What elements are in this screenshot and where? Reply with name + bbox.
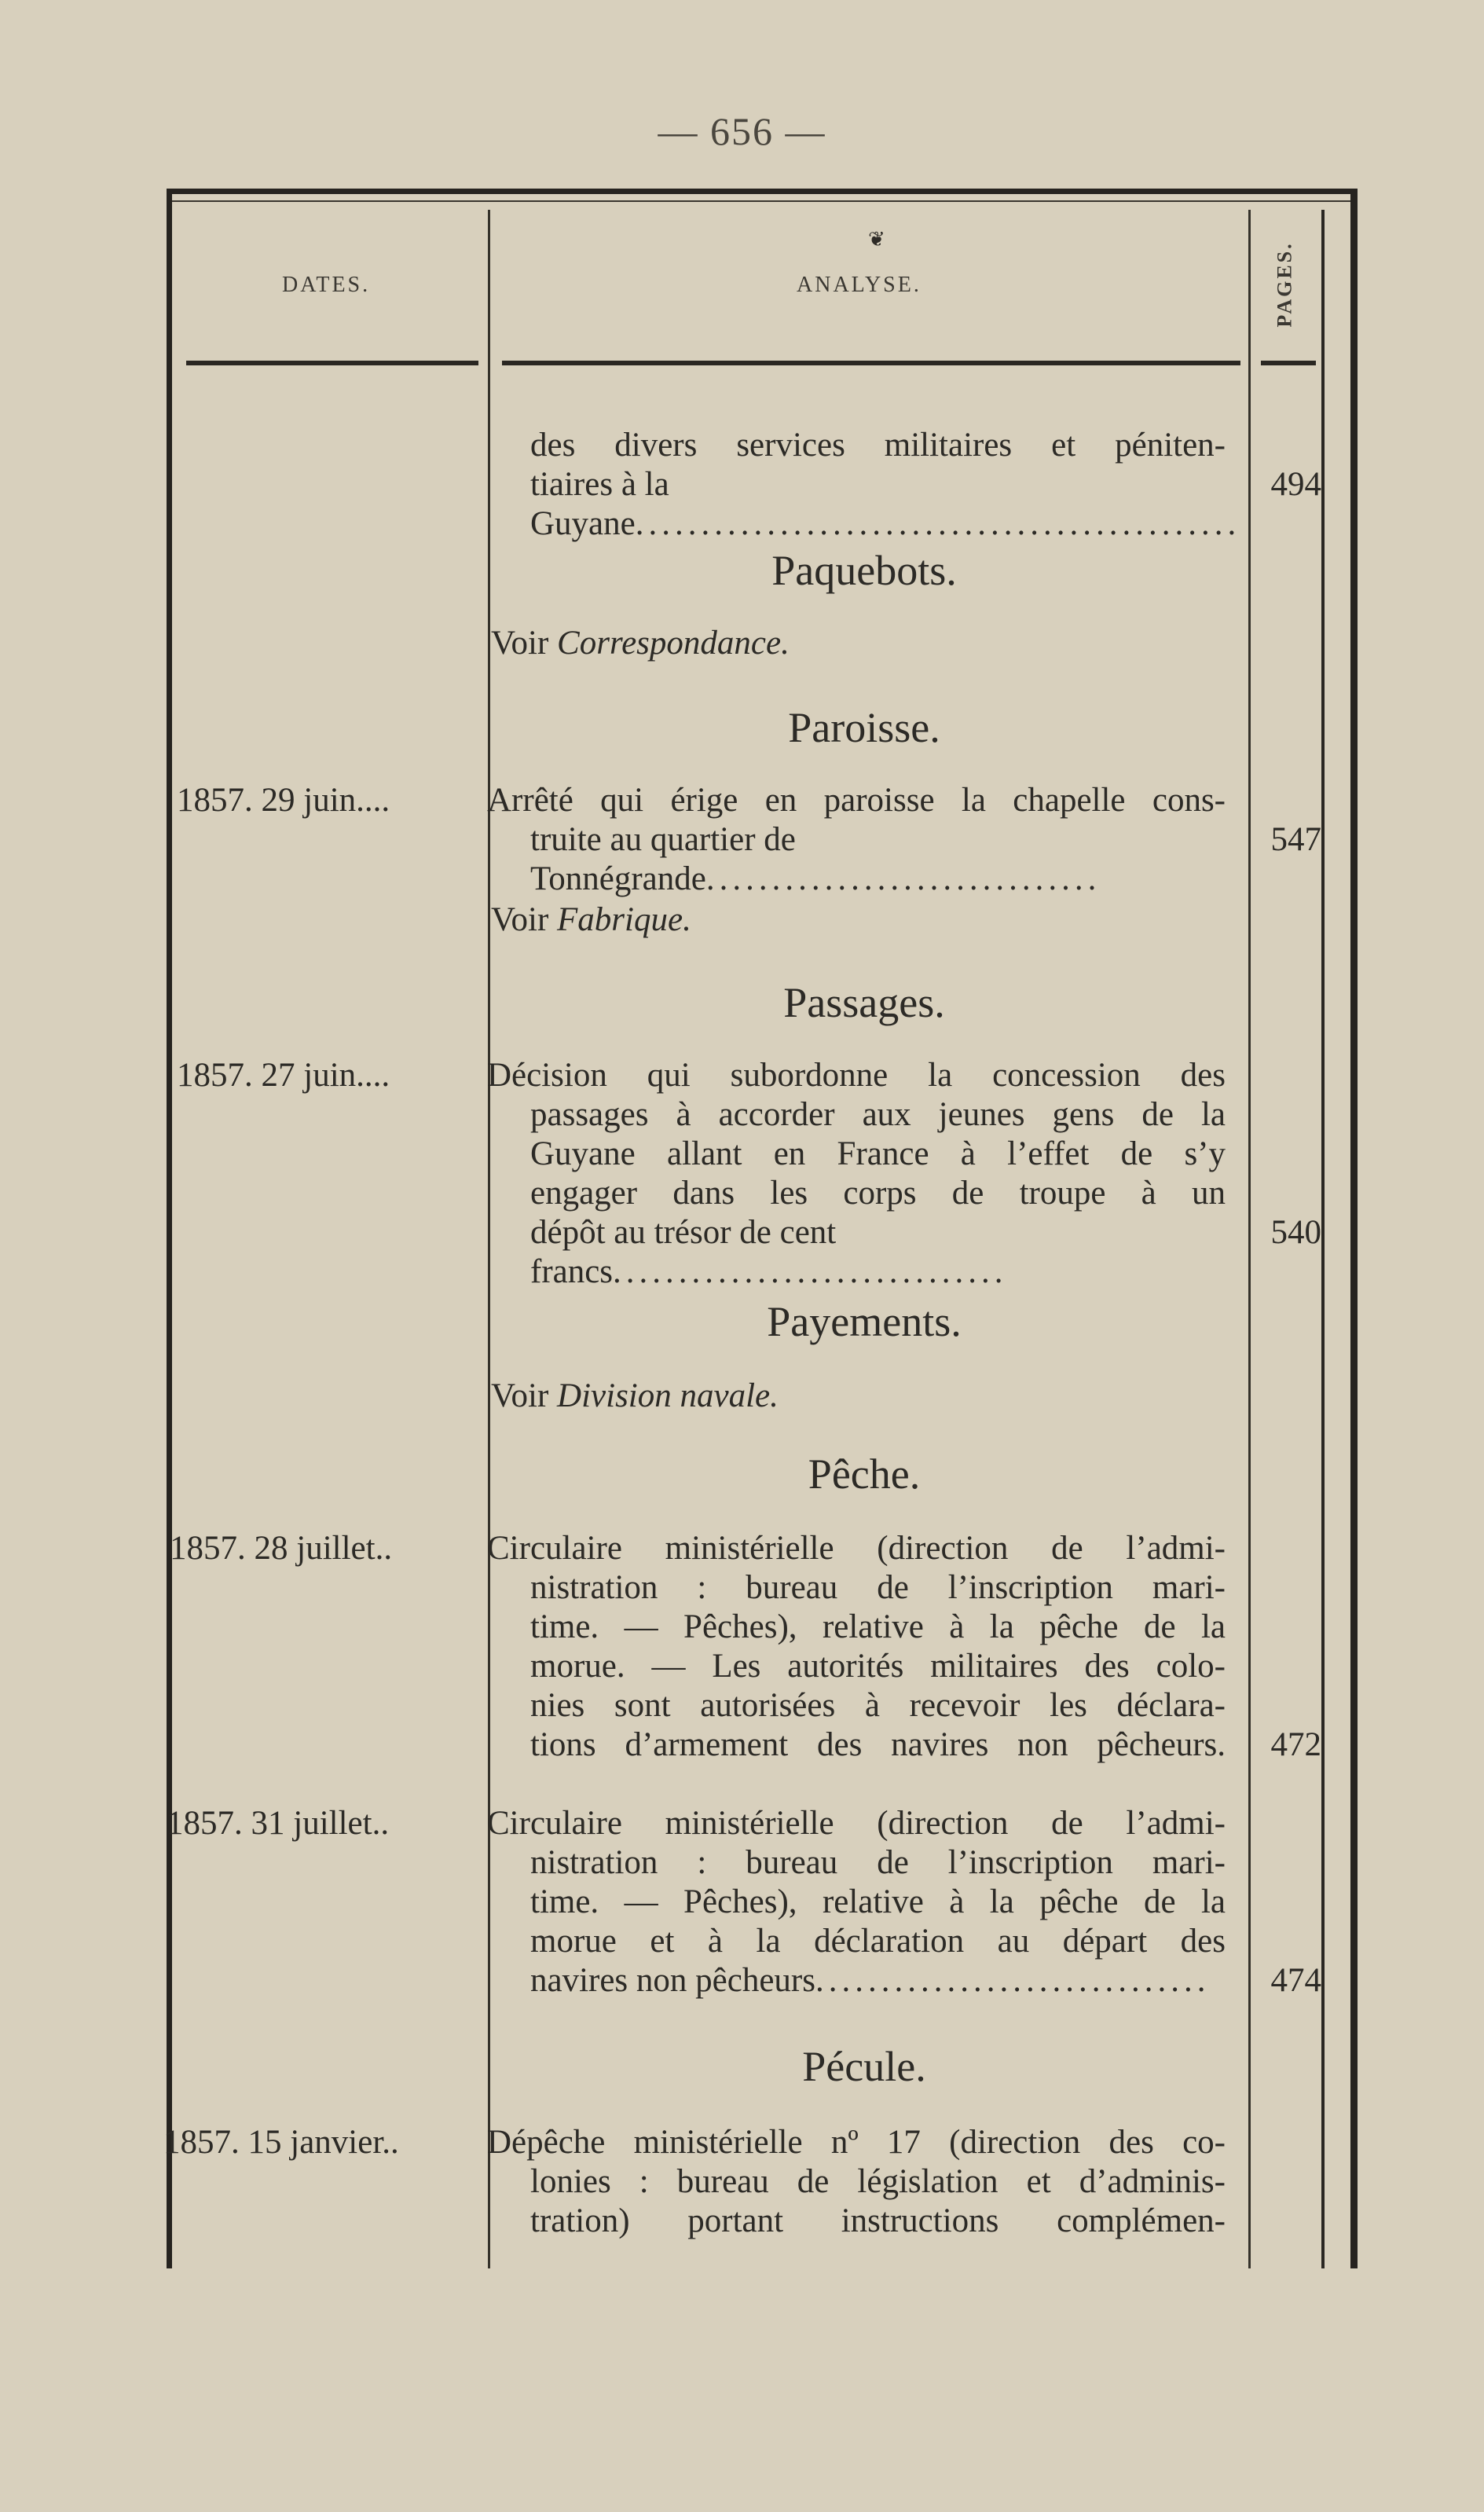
see-also: Voir Correspondance. [491,625,790,662]
entry-date: 1857. 31 juillet.. [167,1805,390,1842]
column-header-pages: PAGES. [1273,241,1297,328]
entry-line: morue et à la déclaration au départ des [530,1923,1226,1960]
entry-line: Circulaire ministérielle (direction de l’admi- [487,1530,1226,1567]
entry-line: tions d’armement des navires non pêcheurs. [530,1726,1226,1763]
page-reference: 472 [1270,1726,1321,1763]
entry-line: Arrêté qui érige en paroisse la chapelle cons- [487,782,1226,819]
page-reference: 540 [1270,1214,1321,1251]
page-number: — 656 — [658,109,826,153]
see-also: Voir Fabrique. [491,901,691,938]
entry-line-last: truite au quartier de Tonnégrande.............................. [530,821,1101,897]
ornament-icon: ❦ [868,228,885,251]
column-header-dates: DATES. [282,273,371,297]
entry-line: time. — Pêches), relative à la pêche de la [530,1883,1226,1920]
entry-line: passages à accorder aux jeunes gens de la [530,1096,1226,1133]
leader-dots: .............................. [815,1962,1211,1999]
entry-line-last: dépôt au trésor de cent francs.............................. [530,1214,1008,1290]
entry-date: 1857. 15 janvier.. [163,2124,399,2161]
see-also-link[interactable]: Correspondance. [557,625,790,662]
page-reference: 547 [1270,821,1321,858]
index-entry [487,1056,1226,1292]
entry-line: Dépêche ministérielle nº 17 (direction des co- [487,2124,1226,2161]
entry-line: nistration : bureau de l’inscription mari- [530,1844,1226,1881]
header-rule-analyse [502,361,1240,365]
entry-line: lonies : bureau de législation et d’adminis- [530,2163,1226,2200]
header-rule-dates [186,361,478,365]
entry-line: engager dans les corps de troupe à un [530,1175,1226,1212]
page-reference: 494 [1270,466,1321,503]
section-title: Payements. [767,1298,962,1345]
index-entry [487,426,1241,544]
header-rule-pages [1261,361,1316,365]
section-title: Paroisse. [788,704,940,751]
entry-line: des divers services militaires et péniten- [530,427,1226,464]
entry-line: nistration : bureau de l’inscription mari- [530,1569,1226,1606]
section-title: Paquebots. [771,547,957,594]
entry-line: morue. — Les autorités militaires des colo- [530,1648,1226,1685]
entry-line: time. — Pêches), relative à la pêche de la [530,1608,1226,1645]
entry-line: tration) portant instructions complémen- [530,2202,1226,2239]
entry-date: 1857. 27 juin.... [177,1057,390,1094]
index-entry [487,1804,1226,2000]
column-divider-analyse [1248,210,1251,2268]
index-entry [487,2123,1226,2241]
see-also: Voir Division navale. [491,1377,779,1414]
section-title: Pécule. [802,2043,926,2090]
entry-line-last: navires non pêcheurs.............................. [530,1962,1211,1999]
page-reference: 474 [1270,1962,1321,1999]
column-divider-pages [1321,210,1325,2268]
entry-line: nies sont autorisées à recevoir les déclara- [530,1687,1226,1724]
leader-dots: .............................. [705,860,1101,897]
entry-date: 1857. 28 juillet.. [170,1530,393,1567]
section-title: Pêche. [808,1450,921,1498]
column-header-analyse: ANALYSE. [797,273,922,297]
entry-date: 1857. 29 juin.... [177,782,390,819]
see-also-link[interactable]: Division navale. [557,1377,779,1414]
index-entry [487,781,1226,899]
entry-line: Décision qui subordonne la concession des [487,1057,1226,1094]
see-also-link[interactable]: Fabrique. [557,901,691,938]
entry-line-last: tiaires à la Guyane.............................................. [530,466,1241,542]
index-entry [487,1529,1226,1765]
leader-dots: .............................. [613,1253,1008,1290]
section-title: Passages. [783,979,945,1026]
leader-dots: .............................................. [635,505,1241,542]
entry-line: Circulaire ministérielle (direction de l’admi- [487,1805,1226,1842]
entry-line: Guyane allant en France à l’effet de s’y [530,1135,1226,1172]
